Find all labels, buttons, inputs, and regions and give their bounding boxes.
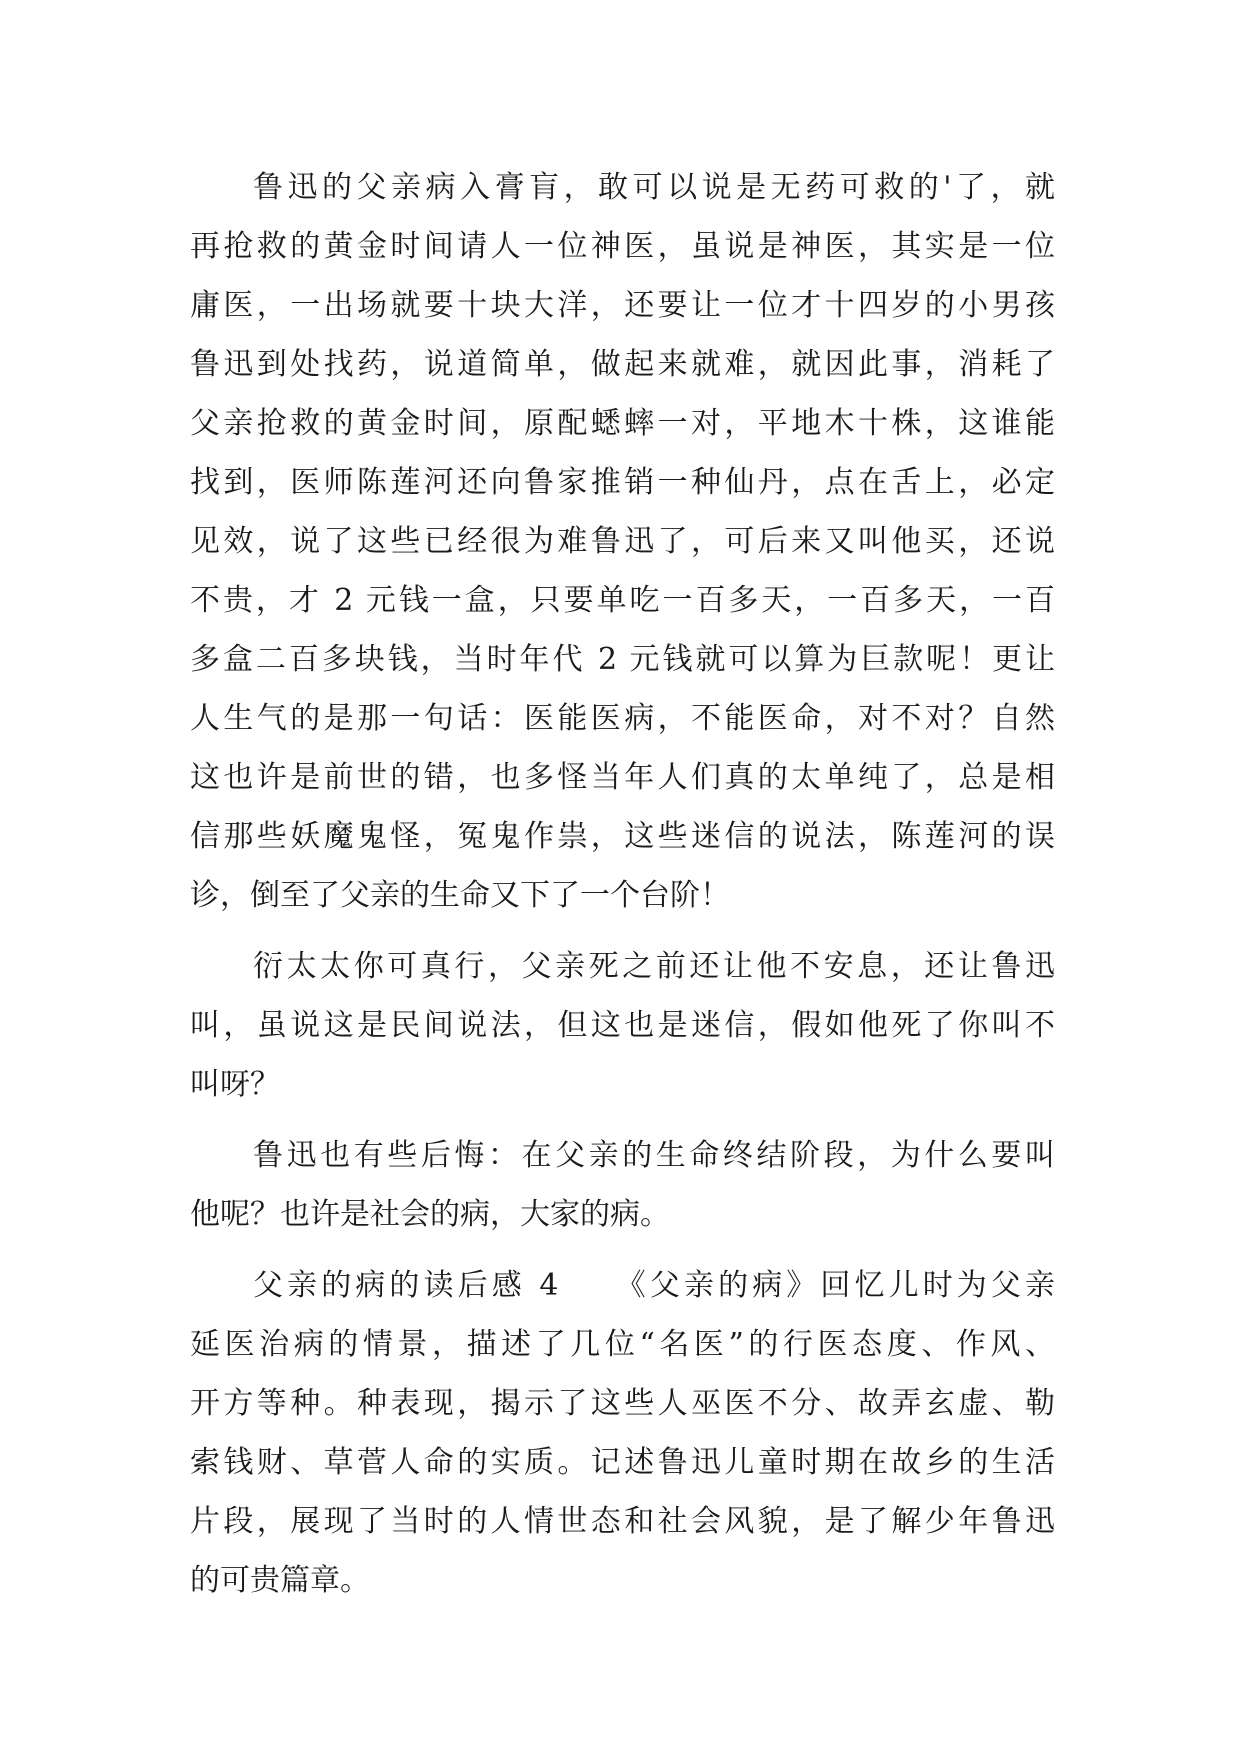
text-line: 不贵，才 2 元钱一盒，只要单吃一百多天，一百多天，一百 <box>190 583 1055 618</box>
text-line: 片段，展现了当时的人情世态和社会风貌，是了解少年鲁迅 <box>190 1504 1055 1539</box>
text-line: 开方等种。种表现，揭示了这些人巫医不分、故弄玄虚、勒 <box>190 1386 1055 1421</box>
text-line: 衍太太你可真行，父亲死之前还让他不安息，还让鲁迅 <box>253 949 1055 984</box>
text-line: 鲁迅也有些后悔：在父亲的生命终结阶段，为什么要叫 <box>253 1138 1055 1173</box>
text-line: 人生气的是那一句话：医能医病，不能医命，对不对？自然 <box>190 701 1055 736</box>
text-line: 鲁迅的父亲病入膏肓，敢可以说是无药可救的'了，就 <box>253 170 1055 205</box>
text-line: 这也许是前世的错，也多怪当年人们真的太单纯了，总是相 <box>190 760 1055 795</box>
paragraph-4 <box>190 1256 1055 1610</box>
text-line: 的可贵篇章。 <box>190 1563 370 1598</box>
text-line: 信那些妖魔鬼怪，冤鬼作祟，这些迷信的说法，陈莲河的误 <box>190 819 1055 854</box>
text-line: 多盒二百多块钱，当时年代 2 元钱就可以算为巨款呢！更让 <box>190 642 1055 677</box>
text-line: 诊，倒至了父亲的生命又下了一个台阶！ <box>190 878 730 913</box>
text-line: 庸医，一出场就要十块大洋，还要让一位才十四岁的小男孩 <box>190 288 1055 323</box>
text-line: 再抢救的黄金时间请人一位神医，虽说是神医，其实是一位 <box>190 229 1055 264</box>
paragraph-2 <box>190 937 1055 1114</box>
text-line: 见效，说了这些已经很为难鲁迅了，可后来又叫他买，还说 <box>190 524 1055 559</box>
text-line: 鲁迅到处找药，说道简单，做起来就难，就因此事，消耗了 <box>190 347 1055 382</box>
paragraph-3 <box>190 1126 1055 1244</box>
paragraph-1 <box>190 158 1055 925</box>
text-line: 叫，虽说这是民间说法，但这也是迷信，假如他死了你叫不 <box>190 1008 1055 1043</box>
text-line: 他呢？也许是社会的病，大家的病。 <box>190 1197 670 1232</box>
text-line: 索钱财、草菅人命的实质。记述鲁迅儿童时期在故乡的生活 <box>190 1445 1055 1480</box>
text-line: 延医治病的情景，描述了几位“名医”的行医态度、作风、 <box>190 1327 1055 1362</box>
text-line: 父亲抢救的黄金时间，原配蟋蟀一对，平地木十株，这谁能 <box>190 406 1055 441</box>
text-line: 父亲的病的读后感 4 《父亲的病》回忆儿时为父亲 <box>253 1268 1055 1303</box>
text-line: 叫呀？ <box>190 1067 280 1102</box>
text-line: 找到，医师陈莲河还向鲁家推销一种仙丹，点在舌上，必定 <box>190 465 1055 500</box>
document-body <box>190 158 1055 1622</box>
